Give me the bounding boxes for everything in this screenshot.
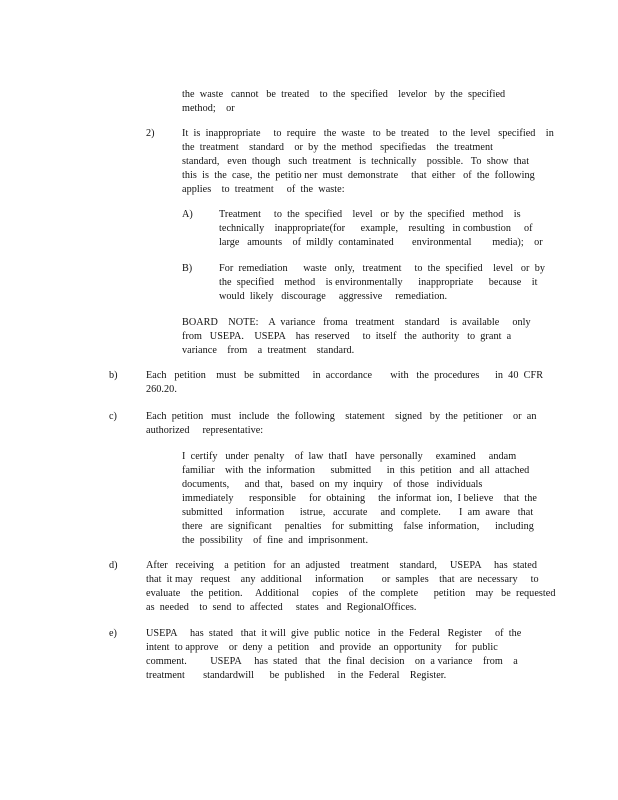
text-line: as needed to send to affected states and RegionalOffices. — [146, 602, 417, 613]
item-label: A) — [182, 209, 193, 220]
text-line: comment. USEPA has stated that the final decision on a variance from a — [146, 656, 518, 667]
text-line: would likely discourage aggressive remediation. — [219, 291, 448, 302]
item-label: c) — [109, 411, 117, 422]
item-label: B) — [182, 263, 193, 274]
text-line: that it may request any additional information or samples that are necessary to — [146, 574, 539, 585]
text-line: After receiving a petition for an adjusted treatment standard, USEPA has stated — [146, 560, 538, 571]
text-line: the possibility of fine and imprisonment. — [182, 535, 369, 546]
text-line: Treatment to the specified level or by the specified method is — [219, 209, 521, 220]
text-line: I certify under penalty of law thatI have personally examined andam — [182, 451, 517, 462]
text-line: large amounts of mildly contaminated environmental media); or — [219, 237, 543, 248]
text-line: Each petition must be submitted in accordance with the procedures in 40 CFR — [146, 370, 544, 381]
text-line: BOARD NOTE: A variance froma treatment standard is available only — [182, 317, 531, 328]
text-line: the waste cannot be treated to the specified levelor by the specified — [182, 89, 506, 100]
text-line: this is the case, the petitio ner must demonstrate that either of the following — [182, 170, 535, 181]
text-line: familiar with the information submitted in this petition and all attached — [182, 465, 530, 476]
item-label: b) — [109, 370, 118, 381]
text-line: 260.20. — [146, 384, 177, 395]
text-line: the specified method is environmentally inappropriate because it — [219, 277, 538, 288]
text-line: from USEPA. USEPA has reserved to itself the authority to grant a — [182, 331, 512, 342]
text-line: It is inappropriate to require the waste to be treated to the level specified in — [182, 128, 554, 139]
text-line: evaluate the petition. Additional copies of the complete petition may be requested — [146, 588, 556, 599]
text-line: applies to treatment of the waste: — [182, 184, 345, 195]
item-label: d) — [109, 560, 118, 571]
text-line: immediately responsible for obtaining the informat ion, I believe that the — [182, 493, 538, 504]
text-line: Each petition must include the following statement signed by the petitioner or an — [146, 411, 537, 422]
text-line: variance from a treatment standard. — [182, 345, 355, 356]
text-line: standard, even though such treatment is technically possible. To show that — [182, 156, 530, 167]
text-line: there are significant penalties for submitting false information, including — [182, 521, 534, 532]
text-line: USEPA has stated that it will give public notice in the Federal Register of the — [146, 628, 522, 639]
text-line: the treatment standard or by the method specifiedas the treatment — [182, 142, 493, 153]
text-line: authorized representative: — [146, 425, 264, 436]
text-line: intent to approve or deny a petition and provide an opportunity for public — [146, 642, 498, 653]
text-line: documents, and that, based on my inquiry of those individuals — [182, 479, 483, 490]
text-line: treatment standardwill be published in the Federal Register. — [146, 670, 447, 681]
text-line: method; or — [182, 103, 235, 114]
item-label: 2) — [146, 128, 155, 139]
item-label: e) — [109, 628, 117, 639]
text-line: technically inappropriate(for example, resulting in combustion of — [219, 223, 533, 234]
text-line: submitted information istrue, accurate and complete. I am aware that — [182, 507, 534, 518]
text-line: For remediation waste only, treatment to the specified level or by — [219, 263, 545, 274]
